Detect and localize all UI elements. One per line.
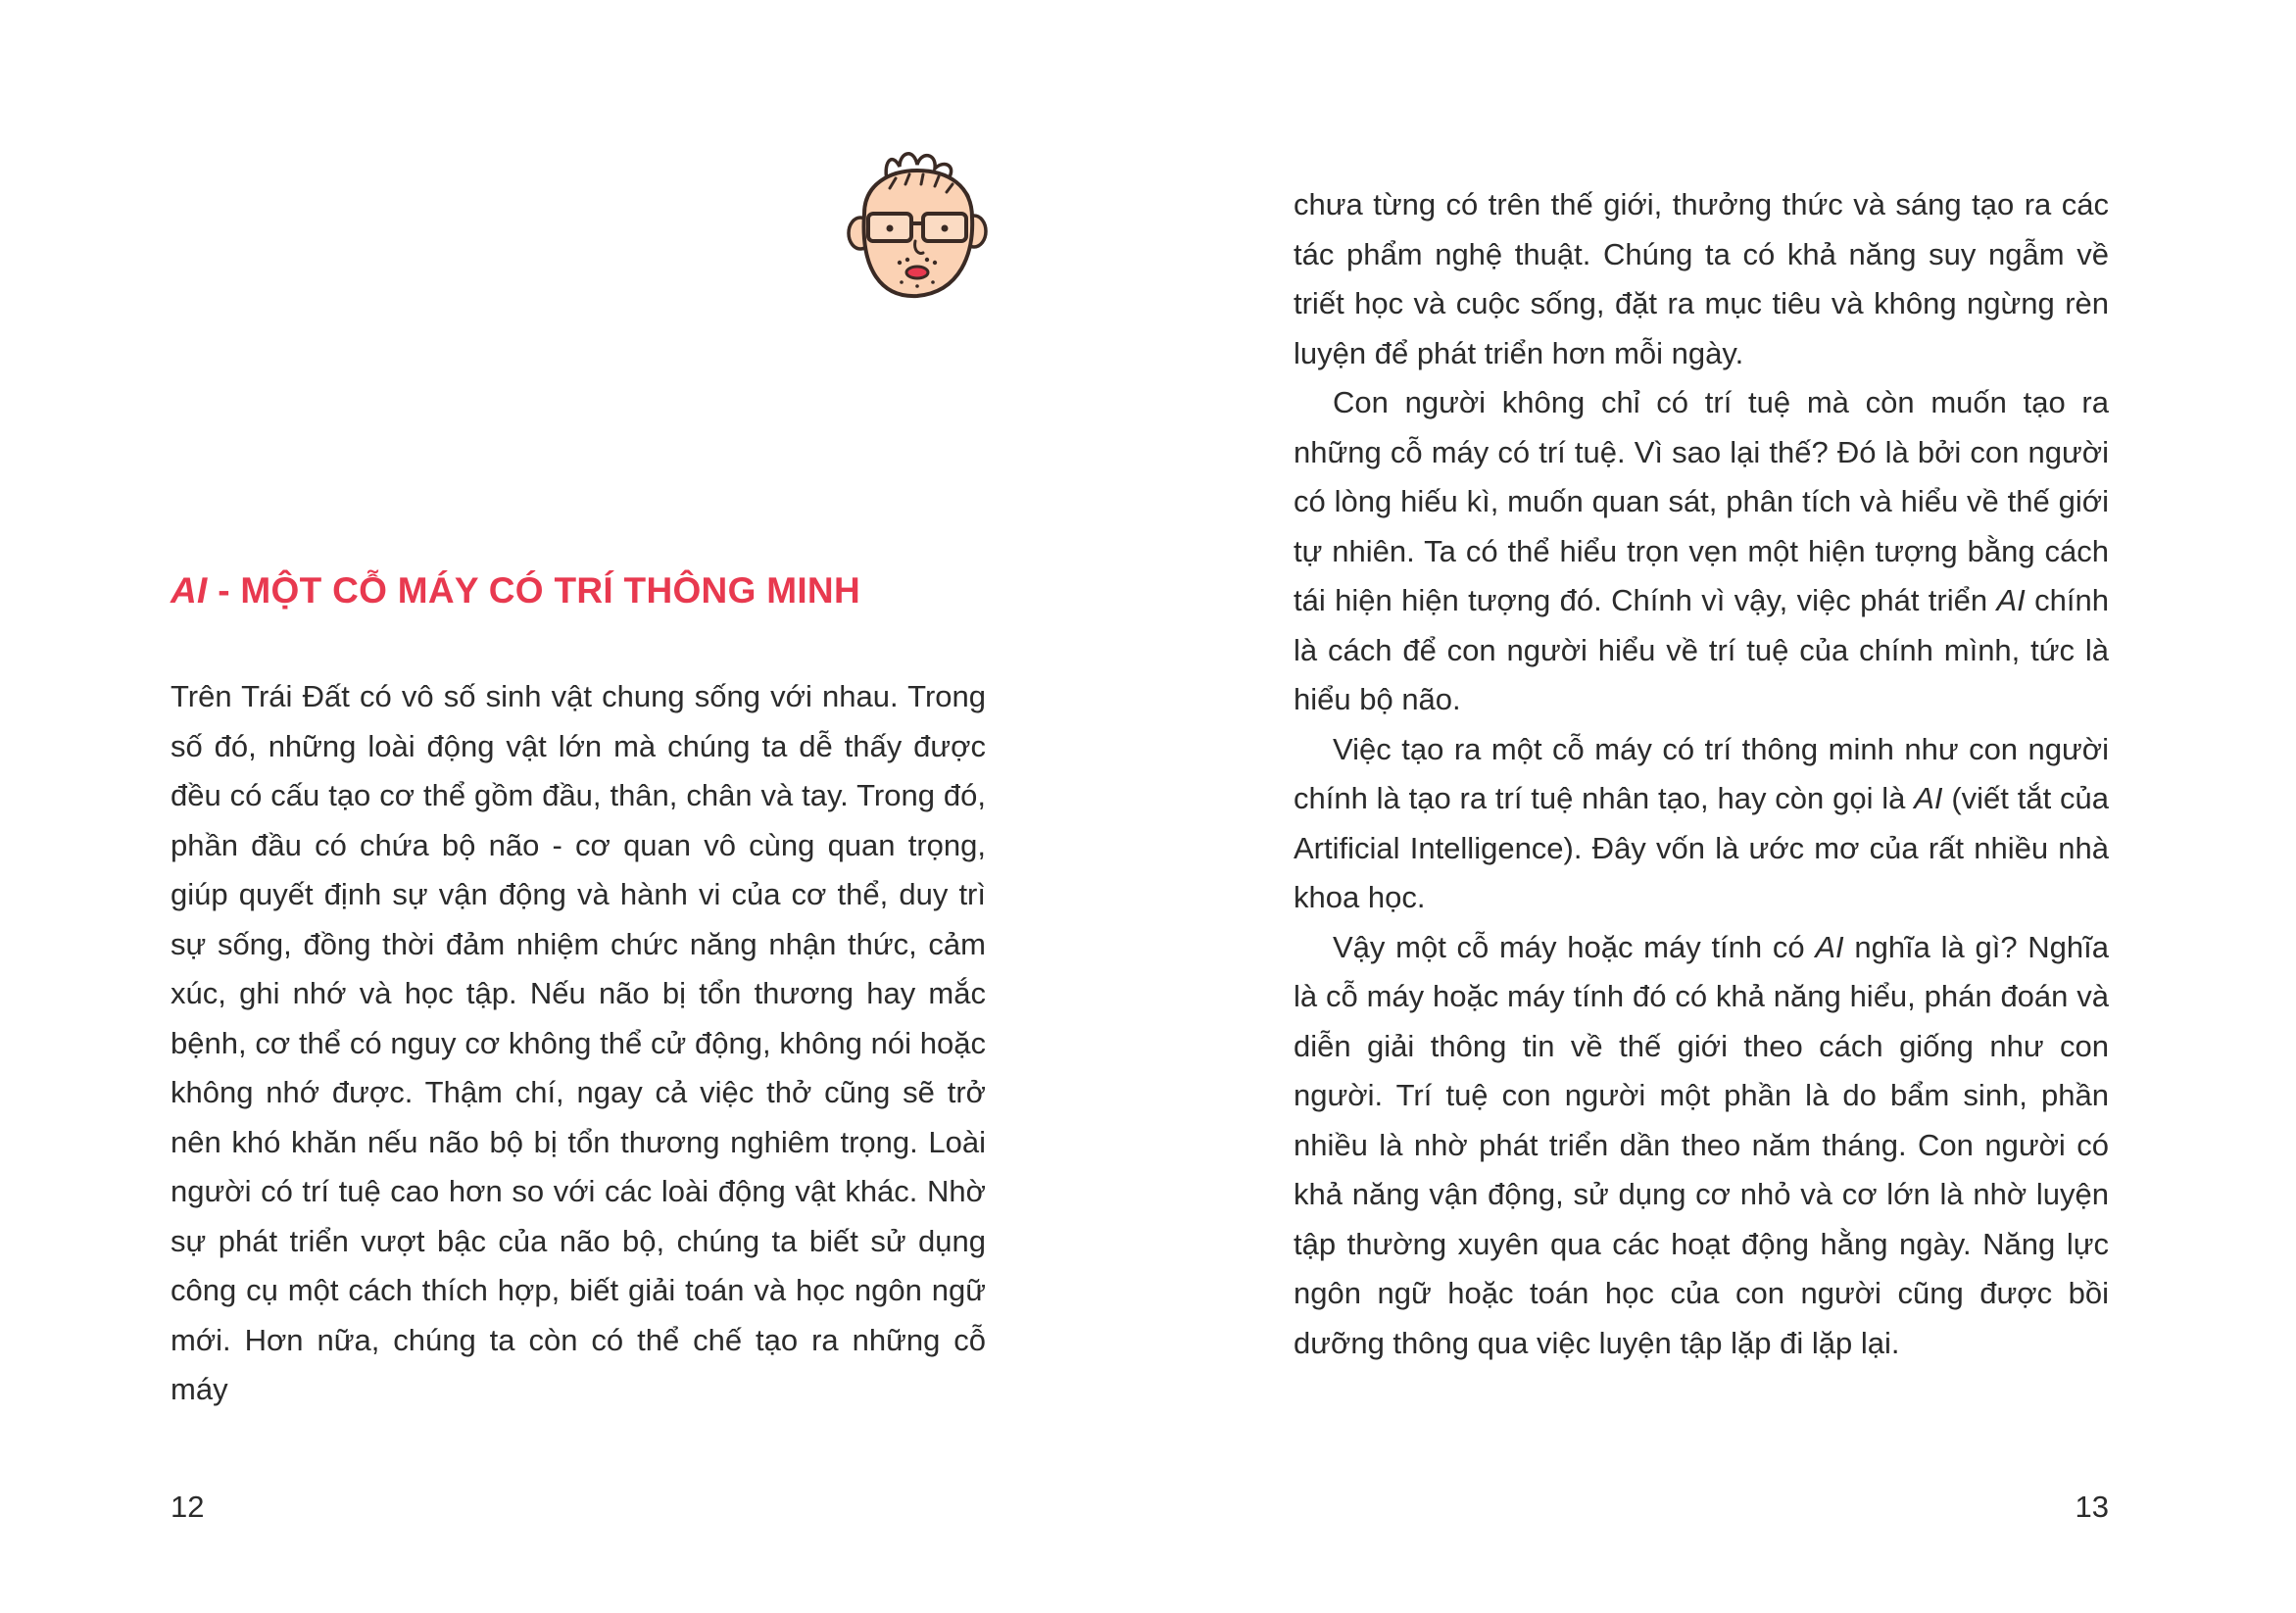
page-number-right: 13 [2075, 1490, 2109, 1524]
right-paragraph-2-ai: AI [1996, 583, 2026, 617]
right-paragraph-4-ai: AI [1815, 929, 1844, 964]
right-paragraph-2-b: chính là cách để con người hiểu về trí tuệ của chính mình, tức là hiểu bộ não. [1294, 583, 2110, 716]
right-paragraph-2 [1294, 378, 2109, 725]
chapter-title-rest: - MỘT CỖ MÁY CÓ TRÍ THÔNG MINH [207, 570, 860, 611]
right-paragraph-3 [1294, 725, 2109, 923]
chapter-title [171, 570, 860, 611]
right-paragraph-4-b: nghĩa là gì? Nghĩa là cỗ máy hoặc máy tính đó có khả năng hiểu, phán đoán và diễn giải thông tin về thế giới theo cách giống như con người. Trí tuệ con người một phần là do bẩm sinh, phần nhiều là nhờ phát triển dần theo năm tháng. Con người có khả năng vận động, sử dụng cơ nhỏ và cơ lớn là nhờ luyện tập thường xuyên qua các hoạt động hằng ngày. Năng lực ngôn ngữ hoặc toán học của con người cũng được bồi dưỡng thông qua việc luyện tập lặp đi lặp lại. [1294, 929, 2109, 1360]
right-paragraph-3-ai: AI [1914, 781, 1943, 815]
right-paragraph-3-b: (viết tắt của Artificial Intelligence). Đây vốn là ước mơ của rất nhiều nhà khoa học. [1294, 781, 2110, 914]
right-paragraph-4-a: Vậy một cỗ máy hoặc máy tính có [1333, 929, 1816, 964]
right-paragraph-2-a: Con người không chỉ có trí tuệ mà còn muốn tạo ra những cỗ máy có trí tuệ. Vì sao lại thế? Đó là bởi con người có lòng hiếu kì, muốn quan sát, phân tích và hiểu về thế giới tự nhiên. Ta có thể hiểu trọn vẹn một hiện tượng bằng cách tái hiện hiện tượng đó. Chính vì vậy, việc phát triển [1294, 385, 2109, 617]
right-paragraph-3-a: Việc tạo ra một cỗ máy có trí thông minh như con người chính là tạo ra trí tuệ nhân tạo, hay còn gọi là [1294, 731, 2109, 815]
right-paragraph-1: chưa từng có trên thế giới, thưởng thức và sáng tạo ra các tác phẩm nghệ thuật. Chúng ta có khả năng suy ngẫm về triết học và cuộc sống, đặt ra mục tiêu và không ngừng rèn luyện để phát triển hơn mỗi ngày. [1294, 187, 2109, 370]
page-number-left: 12 [171, 1490, 205, 1524]
right-paragraph-4 [1294, 923, 2109, 1369]
chapter-title-ai: AI [171, 570, 208, 611]
man-with-glasses-icon [831, 145, 998, 312]
right-body-text [1294, 180, 2109, 1368]
right-page [1148, 0, 2296, 1613]
left-body-paragraph: Trên Trái Đất có vô số sinh vật chung sống với nhau. Trong số đó, những loài động vật lớn mà chúng ta dễ thấy được đều có cấu tạo cơ thể gồm đầu, thân, chân và tay. Trong đó, phần đầu có chứa bộ não - cơ quan vô cùng quan trọng, giúp quyết định sự vận động và hành vi của cơ thể, duy trì sự sống, đồng thời đảm nhiệm chức năng nhận thức, cảm xúc, ghi nhớ và học tập. Nếu não bị tổn thương hay mắc bệnh, cơ thể có nguy cơ không thể cử động, không nói hoặc không nhớ được. Thậm chí, ngay cả việc thở cũng sẽ trở nên khó khăn nếu não bộ bị tổn thương nghiêm trọng. Loài người có trí tuệ cao hơn so với các loài động vật khác. Nhờ sự phát triển vượt bậc của não bộ, chúng ta biết sử dụng công cụ một cách thích hợp, biết giải toán và học ngôn ngữ mới. Hơn nữa, chúng ta còn có thể chế tạo ra những cỗ máy [171, 679, 986, 1406]
